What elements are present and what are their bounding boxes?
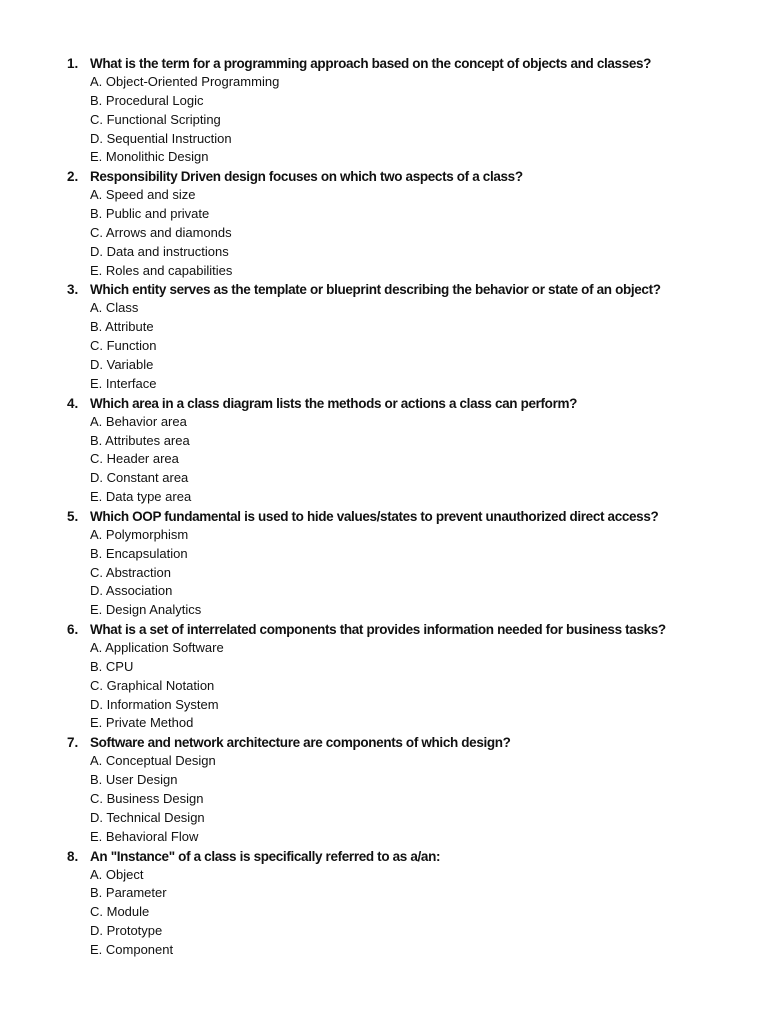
quiz-question-list <box>0 54 768 960</box>
answer-option: B. Attributes area <box>90 432 190 448</box>
answer-option: E. Design Analytics <box>90 602 202 618</box>
question-text: Which OOP fundamental is used to hide values/states to prevent unauthorized direct access? <box>90 508 659 524</box>
answer-option: A. Object-Oriented Programming <box>90 74 280 89</box>
answer-option: D. Sequential Instruction <box>90 130 232 146</box>
question-number: 3. <box>67 282 79 298</box>
question-number: 8. <box>67 848 79 864</box>
answer-option: A. Class <box>90 300 139 316</box>
question-text: Software and network architecture are components of which design? <box>90 735 511 751</box>
answer-option: D. Technical Design <box>90 809 205 825</box>
answer-option: D. Variable <box>90 356 154 372</box>
answer-option: A. Application Software <box>90 640 224 656</box>
answer-option: A. Object <box>90 866 144 882</box>
answer-option: E. Interface <box>90 375 157 391</box>
question-item <box>0 620 768 733</box>
answer-option: D. Data and instructions <box>90 243 229 259</box>
question-item <box>0 733 768 846</box>
question-text: Which area in a class diagram lists the methods or actions a class can perform? <box>90 395 578 411</box>
question-item <box>0 54 768 167</box>
question-item <box>0 507 768 620</box>
answer-option: E. Private Method <box>90 715 194 731</box>
answer-option: B. Encapsulation <box>90 545 188 561</box>
answer-option: E. Monolithic Design <box>90 149 209 165</box>
answer-options <box>90 299 768 393</box>
answer-option: C. Module <box>90 904 150 920</box>
answer-option: E. Roles and capabilities <box>90 262 233 278</box>
answer-option: E. Behavioral Flow <box>90 828 199 844</box>
question-text: Which entity serves as the template or blueprint describing the behavior or state of an object? <box>90 282 661 298</box>
answer-option: B. Parameter <box>90 885 167 901</box>
answer-option: D. Association <box>90 583 173 599</box>
answer-option: A. Speed and size <box>90 187 196 203</box>
question-number: 1. <box>67 56 79 71</box>
answer-option: B. CPU <box>90 658 134 674</box>
question-number: 2. <box>67 169 79 185</box>
answer-options <box>90 73 768 167</box>
answer-option: A. Conceptual Design <box>90 753 216 769</box>
answer-options <box>90 526 768 620</box>
question-number: 6. <box>67 622 79 638</box>
question-number: 5. <box>67 508 79 524</box>
answer-options <box>90 186 768 280</box>
question-item <box>0 167 768 280</box>
answer-option: E. Component <box>90 941 174 957</box>
answer-option: C. Graphical Notation <box>90 677 215 693</box>
question-text: What is the term for a programming approach based on the concept of objects and classes? <box>90 56 652 71</box>
answer-option: C. Header area <box>90 451 179 467</box>
question-item <box>0 394 768 507</box>
answer-option: D. Information System <box>90 696 219 712</box>
question-text: What is a set of interrelated components that provides information needed for business tasks? <box>90 622 666 638</box>
answer-options <box>90 413 768 507</box>
question-number: 7. <box>67 735 79 751</box>
question-text: An "Instance" of a class is specifically referred to as a/an: <box>90 848 441 864</box>
question-item <box>0 847 768 960</box>
answer-option: A. Polymorphism <box>90 526 189 542</box>
answer-option: C. Function <box>90 338 157 354</box>
answer-options <box>90 866 768 960</box>
answer-option: C. Arrows and diamonds <box>90 224 232 240</box>
answer-option: B. Procedural Logic <box>90 92 204 108</box>
answer-options <box>90 752 768 846</box>
answer-option: D. Constant area <box>90 470 189 486</box>
answer-option: A. Behavior area <box>90 413 187 429</box>
answer-option: D. Prototype <box>90 923 163 939</box>
answer-option: C. Business Design <box>90 791 204 806</box>
answer-option: E. Data type area <box>90 489 192 505</box>
answer-option: B. User Design <box>90 772 178 788</box>
question-text: Responsibility Driven design focuses on which two aspects of a class? <box>90 169 523 185</box>
answer-options <box>90 639 768 733</box>
question-number: 4. <box>67 395 79 411</box>
answer-option: C. Abstraction <box>90 564 171 580</box>
answer-option: B. Attribute <box>90 319 154 335</box>
question-item <box>0 280 768 393</box>
answer-option: B. Public and private <box>90 206 210 222</box>
answer-option: C. Functional Scripting <box>90 111 221 127</box>
